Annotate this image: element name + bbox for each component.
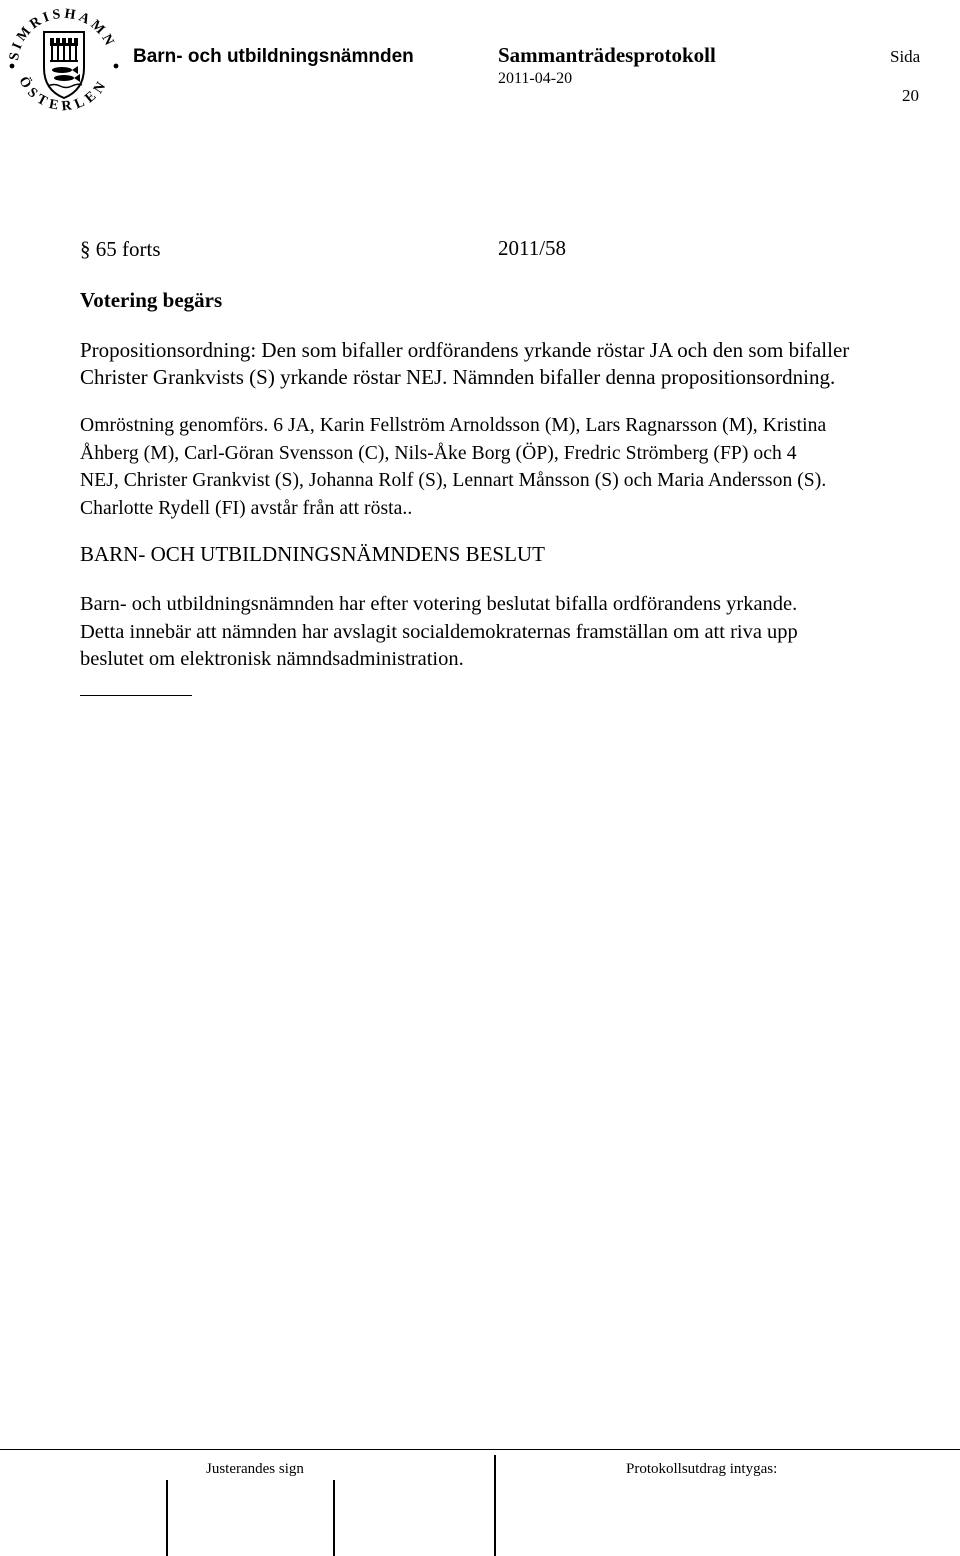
decision-paragraph	[80, 591, 950, 674]
proposition-paragraph	[80, 337, 950, 391]
signature-box-divider	[166, 1480, 168, 1556]
signature-label: Justerandes sign	[206, 1461, 304, 1477]
municipality-seal-logo	[4, 2, 124, 120]
footer-rule	[0, 1449, 960, 1450]
vote-result-line: Charlotte Rydell (FI) avstår från att rösta..	[80, 497, 413, 519]
vote-result-paragraph	[80, 412, 950, 522]
meeting-date: 2011-04-20	[498, 70, 573, 87]
decision-line: Barn- och utbildningsnämnden har efter votering beslutat bifalla ordförandens yrkande.	[80, 593, 798, 615]
page-number: 20	[902, 86, 919, 105]
paragraph-symbol: §	[80, 237, 91, 261]
end-rule	[80, 695, 192, 696]
footer-column-divider	[494, 1455, 496, 1556]
votering-heading: Votering begärs	[80, 288, 223, 312]
proposition-line: Christer Grankvists (S) yrkande röstar NEJ. Nämnden bifaller denna propositionsordning.	[80, 365, 836, 389]
decision-heading: BARN- OCH UTBILDNINGSNÄMNDENS BESLUT	[80, 542, 545, 566]
seal-text-bottom: ÖSTERLEN	[15, 74, 112, 115]
organisation-name: Barn- och utbildningsnämnden	[133, 46, 414, 67]
certification-label: Protokollsutdrag intygas:	[626, 1461, 778, 1477]
case-reference: 2011/58	[498, 236, 567, 260]
vote-result-line: Omröstning genomförs. 6 JA, Karin Fellström Arnoldsson (M), Lars Ragnarsson (M), Kristina	[80, 415, 827, 436]
section-number: 65 forts	[90, 237, 161, 261]
proposition-line: Propositionsordning: Den som bifaller ordförandens yrkande röstar JA och den som bifaller	[80, 338, 850, 362]
seal-text-top: SIMRISHAMN	[6, 6, 118, 62]
decision-line: beslutet om elektronisk nämndsadministration.	[80, 648, 464, 670]
signature-box-divider	[333, 1480, 335, 1556]
vote-result-line: Åhberg (M), Carl-Göran Svensson (C), Nils-Åke Borg (ÖP), Fredric Strömberg (FP) och 4	[80, 442, 797, 464]
decision-line: Detta innebär att nämnden har avslagit socialdemokraternas framställan om att riva upp	[80, 620, 798, 643]
document-type: Sammanträdesprotokoll	[498, 43, 716, 67]
page-label: Sida	[890, 47, 921, 66]
vote-result-line: NEJ, Christer Grankvist (S), Johanna Rolf (S), Lennart Månsson (S) och Maria Andersson (S).	[80, 470, 827, 491]
